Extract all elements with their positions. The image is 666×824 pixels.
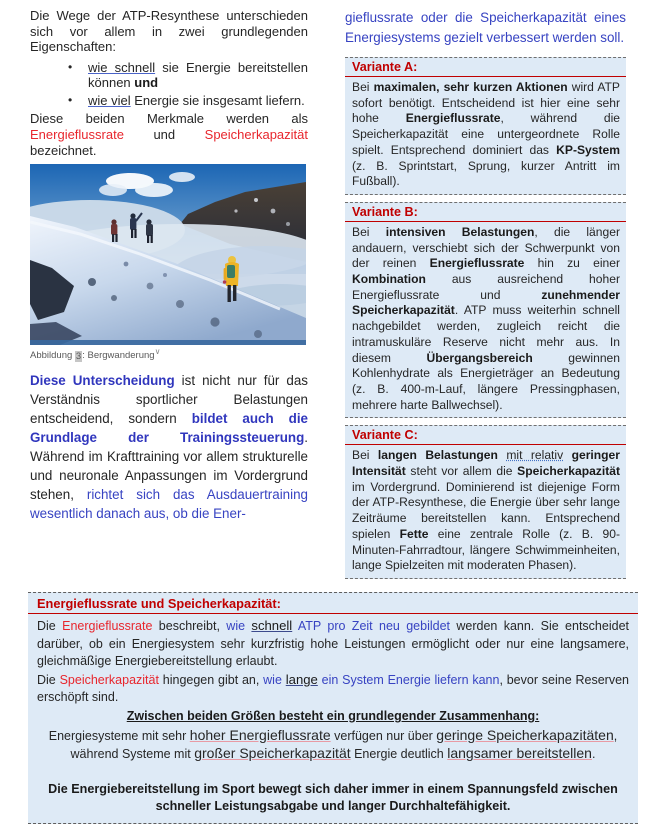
summary-paragraph-speicher: Die Speicherkapazität hingegen gibt an, wie lange ein System Energie liefern kann, bevor seine Reserven erschöpft sind. bbox=[37, 671, 629, 705]
summary-box bbox=[28, 592, 638, 824]
list-item bbox=[30, 60, 308, 90]
summary-final-statement: Die Energiebereitstellung im Sport bewegt sich daher immer in einem Spannungsfeld zwischen schneller Leistungsabgabe und langer Durchhaltefähigkeit. bbox=[48, 781, 618, 813]
figure-bergwanderung bbox=[30, 164, 308, 361]
bullet-icon: • bbox=[68, 93, 73, 108]
merkmal-paragraph: Diese beiden Merkmale werden als Energieflussrate und Speicherkapazität bezeichnet. bbox=[30, 111, 308, 159]
variant-a-box bbox=[345, 57, 626, 195]
intro-paragraph: Die Wege der ATP-Resynthese unterschieden sich vor allem in zwei grundlegenden Eigenschaften: bbox=[30, 8, 308, 55]
summary-paragraph-zusammenhang: Energiesysteme mit sehr hoher Energieflussrate verfügen nur über geringe Speicherkapazitäten, während Systeme mit großer Speicherkapazität Energie deutlich langsamer bereitstellen. bbox=[48, 726, 618, 762]
left-column bbox=[30, 8, 308, 523]
mountain-hike-photo bbox=[30, 164, 306, 345]
discussion-paragraph: Diese Unterscheidung ist nicht nur für das Verständnis sportlicher Belastungen entscheidend, sondern bildet auch die Grundlage der Trainingssteuerung. Während im Krafttraining vor allem strukturelle und neuronale Anpassungen im Vordergrund stehen, richtet sich das Ausdauertraining wesentlich danach aus, ob die Ener- bbox=[30, 372, 308, 521]
variant-c-body: Bei langen Belastungen mit relativ geringer Intensität steht vor allem die Speicherkapazität im Vordergrund. Dominierend ist diejenige Form der ATP-Resynthese, die Energie über sehr lange Zeiträume bereitstellen kann. Entsprechend spielen Fette eine zentrale Rolle (z. B. 90-Minuten-Fahrradtour, längere Schwimmeinheiten, lange Spielzeiten mit moderaten Phasen). bbox=[352, 448, 620, 573]
bullet-text: wie viel Energie sie insgesamt liefern. bbox=[88, 93, 305, 109]
variant-b-body: Bei intensiven Belastungen, die länger andauern, verschiebt sich der Schwerpunkt von der reinen Energieflussrate hin zu einer Kombination aus ausreichend hoher Energieflussrate und zunehmender Speicherkapazität. ATP muss weiterhin schnell nachgebildet werden, zugleich reicht die intramuskuläre Reserve nicht mehr aus. In diesem Übergangsbereich gewinnen Kohlenhydrate als Energieträger an Bedeutung (z. B. 400-m-Lauf, längere Pressingphasen, mehrere harte Ballwechsel). bbox=[352, 224, 620, 412]
right-column bbox=[345, 8, 626, 586]
bullet-icon: • bbox=[68, 59, 73, 74]
variant-a-body: Bei maximalen, sehr kurzen Aktionen wird ATP sofort benötigt. Entscheidend ist hier eine sehr hohe Energieflussrate, während die Speicherkapazität eine untergeordnete Rolle spielt. Entsprechend dominiert das KP-System (z. B. Sprintstart, Sprung, kurzer Antritt im Fußball). bbox=[352, 80, 620, 189]
summary-subheading: Zwischen beiden Größen besteht ein grundlegender Zusammenhang: bbox=[126, 708, 540, 723]
bullet-text: wie schnell sie Energie bereitstellen können und bbox=[88, 59, 309, 90]
caption-field-number: 3 bbox=[75, 350, 82, 362]
variant-c-box bbox=[345, 425, 626, 579]
bullet-list bbox=[30, 60, 308, 109]
variant-b-title: Variante B: bbox=[345, 203, 626, 222]
variant-b-box bbox=[345, 202, 626, 418]
variant-a-title: Variante A: bbox=[345, 58, 626, 77]
two-column-layout bbox=[30, 8, 626, 586]
continuation-paragraph: gieflussrate oder die Speicherkapazität eines Energiesystems gezielt verbessert werden soll. bbox=[345, 10, 626, 45]
summary-title: Energieflussrate und Speicherkapazität: bbox=[28, 595, 638, 614]
list-item bbox=[30, 93, 308, 108]
summary-paragraph-flussrate: Die Energieflussrate beschreibt, wie schnell ATP pro Zeit neu gebildet werden kann. Sie entscheidet darüber, ob ein Energiesystem sehr kurzfristig hohe Leistungen ermöglicht oder nur eine langsamere, gleichmäßige Energiebereitstellung erlaubt. bbox=[37, 617, 629, 669]
variant-c-title: Variante C: bbox=[345, 426, 626, 445]
footnote-mark: ∨ bbox=[154, 347, 161, 357]
figure-caption: Abbildung 3: Bergwanderung∨ bbox=[30, 347, 161, 362]
